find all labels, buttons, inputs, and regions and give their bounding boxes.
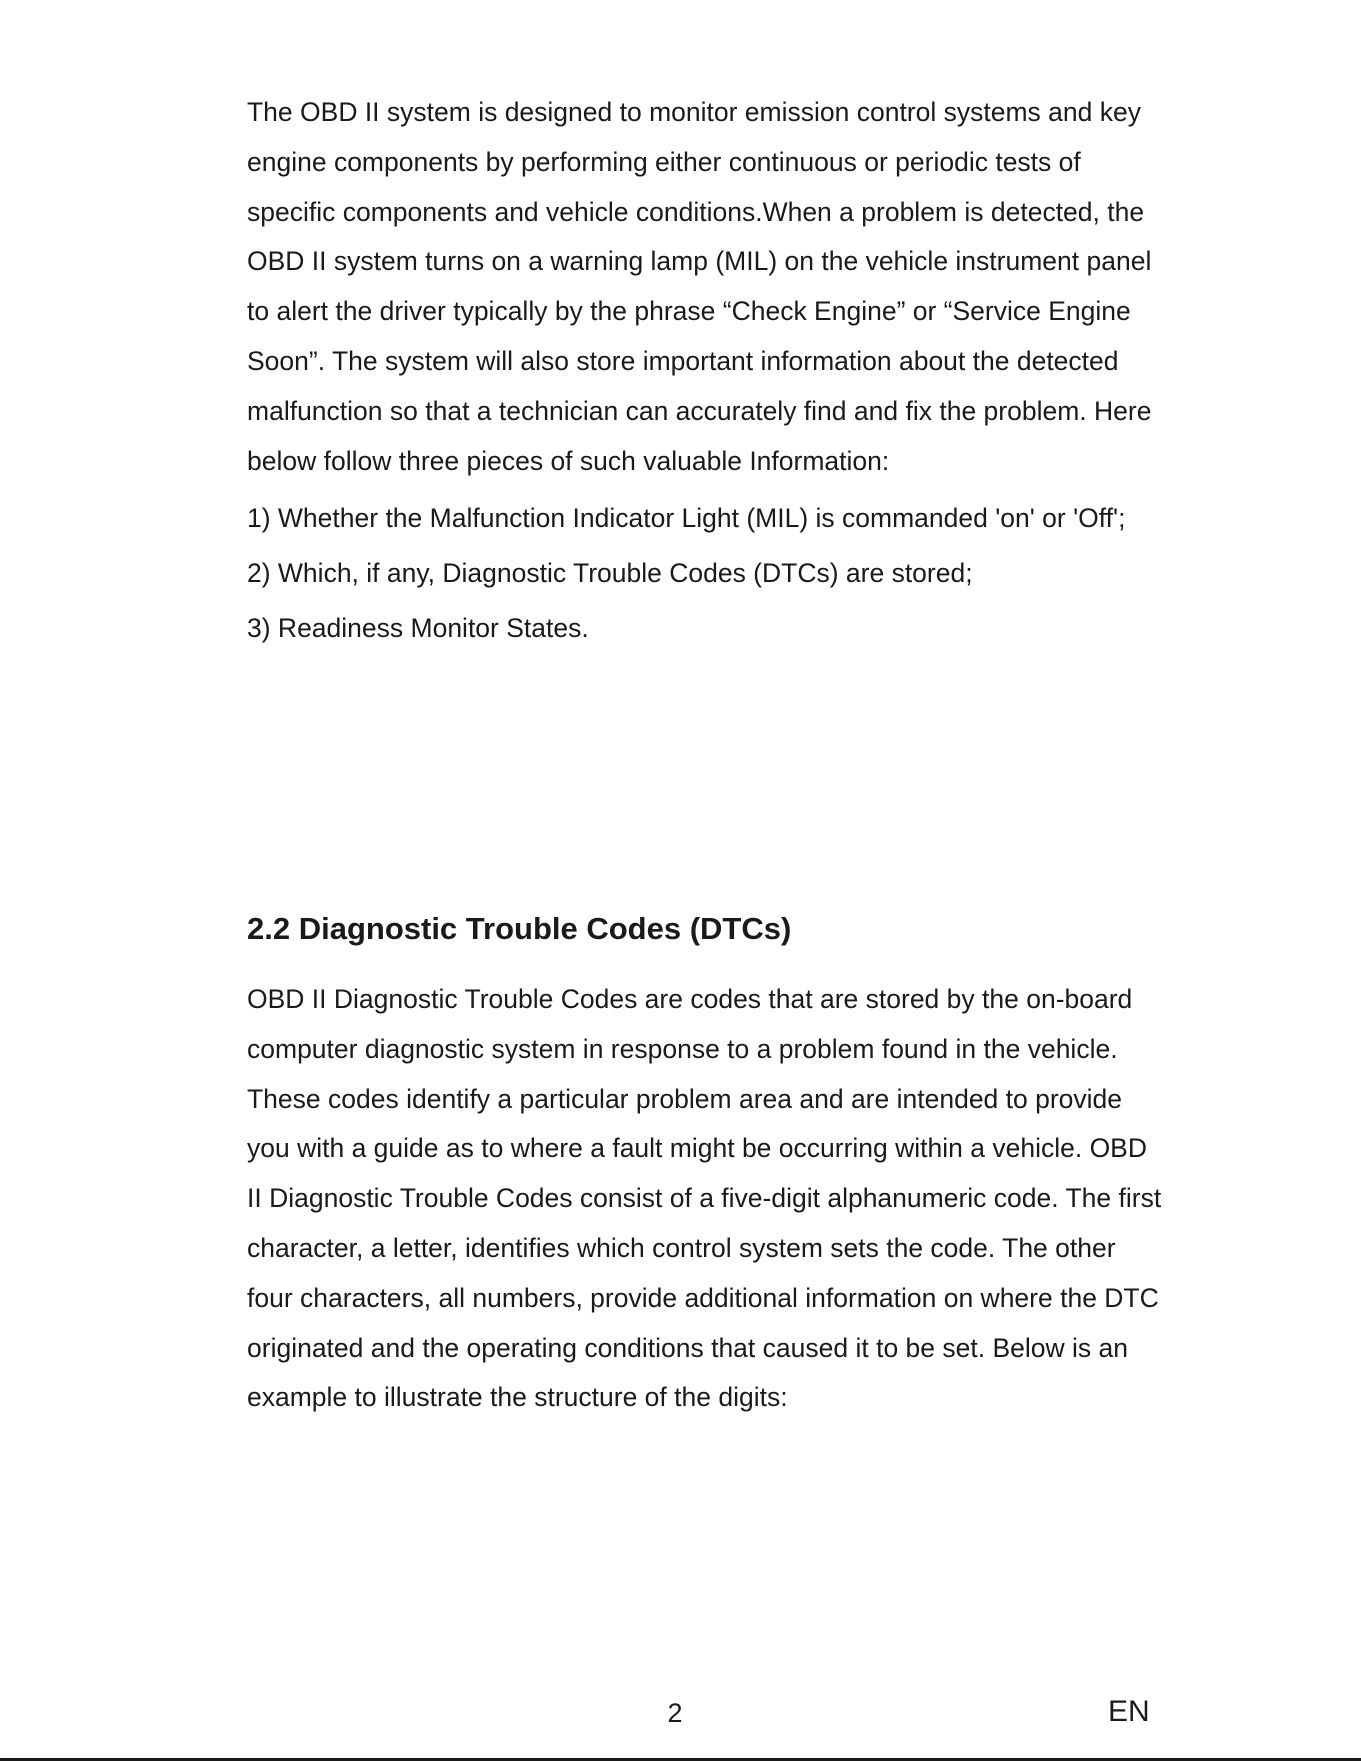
list-item: 2) Which, if any, Diagnostic Trouble Codes (DTCs) are stored; [247,558,973,589]
section-heading: 2.2 Diagnostic Trouble Codes (DTCs) [247,911,792,946]
list-item: 3) Readiness Monitor States. [247,612,589,643]
dtc-paragraph: OBD II Diagnostic Trouble Codes are codes that are stored by the on-board computer diagnostic system in response to a problem found in the vehicle. These codes identify a particular problem area and are intended to provide you with a guide as to where a fault might be occurring within a vehicle. OBD II Diagnostic Trouble Codes consist of a five-digit alphanumeric code. The first character, a letter, identifies which control system sets the code. The other four characters, all numbers, provide additional information on where the DTC originated and the operating conditions that caused it to be set. Below is an example to illustrate the structure of the digits: [247,984,1162,1413]
obd-info-list [247,494,1167,653]
obd-intro-section [247,88,1167,654]
list-item: 1) Whether the Malfunction Indicator Light (MIL) is commanded 'on' or 'Off'; [247,503,1126,534]
page-number: 2 [667,1698,683,1728]
dtc-section [247,975,1167,1423]
obd-intro-paragraph: The OBD II system is designed to monitor emission control systems and key engine components by performing either continuous or periodic tests of specific components and vehicle conditions.When a problem is detected, the OBD II system turns on a warning lamp (MIL) on the vehicle instrument panel to alert the driver typically by the phrase “Check Engine” or “Service Engine Soon”. The system will also store important information about the detected malfunction so that a technician can accurately find and fix the problem. Here below follow three pieces of such valuable Information: [247,97,1152,476]
language-label: EN [1108,1695,1150,1728]
